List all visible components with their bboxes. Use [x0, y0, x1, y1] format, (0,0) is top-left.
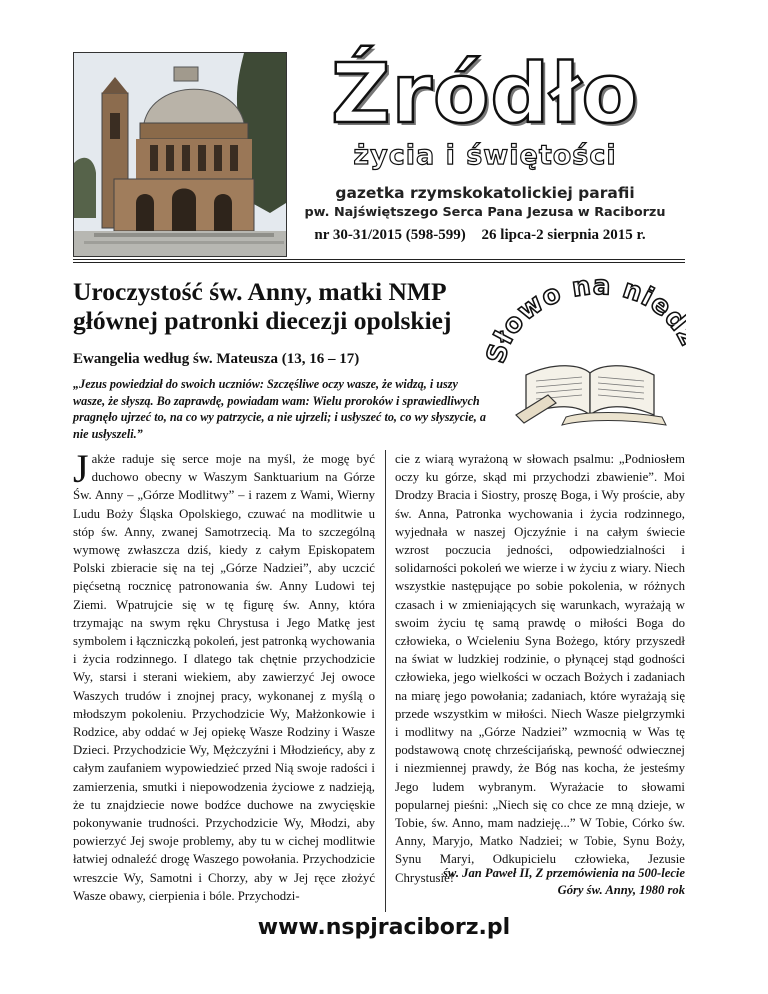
- gazette-label: gazetka rzymskokatolickiej parafii: [335, 184, 635, 202]
- masthead-title: Źródło: [331, 47, 639, 142]
- headline-line-2: głównej patronki diecezji opolskiej: [73, 306, 452, 335]
- drop-cap: J: [73, 446, 89, 491]
- parish-name: pw. Najświętszego Serca Pana Jezusa w Raciborzu: [304, 205, 666, 220]
- parish-website-link[interactable]: www.nspjraciborz.pl: [257, 915, 511, 940]
- headline-line-1: Uroczystość św. Anny, matki NMP: [73, 277, 447, 306]
- header-rule: [73, 259, 685, 260]
- sunday-word-badge: [486, 265, 686, 435]
- source-line-2: Góry św. Anny, 1980 rok: [557, 883, 685, 897]
- gospel-reference: Ewangelia według św. Mateusza (13, 16 – 17): [73, 351, 360, 367]
- body-text-left: akże raduje się serce moje na myśl, że mogę być duchowo obecny w Waszym Sanktuarium na Górze Św. Anny – „Górze Modlitwy” – i razem z Wami, Wierny Ludu Boży Śląska Opolskiego, czuwać na modlitwie u stóp św. Anny, zwanej Samotrzecią. Ma to szczególną wymowę zwłaszcza dziś, kiedy z całym Episkopatem Polski zbieracie się na tej „Górze Nadziei”, aby uczcić pięćsetną rocznicę patronowania św. Anny Ludowi tej Ziemi. Wpatrujcie się w tę figurę św. Anny, która trzymając na swym ręku Chrystusa i Jego Matkę jest symbolem i łączniczką pokoleń, jest patronką wychowania i życia rodzinnego. I dlatego tak chętnie przychodzicie Wy, starsi i sterani wiekiem, aby zawierzyć Jej owoce Waszych trudów i znojnej pracy, wykonanej z myślą o młodszym pokoleniu. Przychodzicie Wy, Małżonkowie i Rodzice, aby oddać w Jej opiekę Wasze Rodziny i Wasze Dzieci. Przychodzicie Wy, Mężczyźni i Młodzieńcy, aby z całym zaufaniem wypowiedzieć przed Nią swoje radości i zamierzenia, smutki i niepowodzenia życiowe z nadzieją, że tu znajdziecie nowe bodźce duchowe na zwycięskie pokonywanie trudności. Przychodzicie Wy, Młodzi, aby powierzyć Jej swoje problemy, aby tu w cichej modlitwie łatwiej odnaleźć drogę Waszego powołania. Przychodzicie wreszcie Wy, Samotni i Chorzy, aby w Jej ręce złożyć Wasze obawy, cierpienia i bóle. Przychodzi-: [73, 452, 375, 903]
- body-column-left: [73, 446, 375, 905]
- church-photo: [73, 52, 287, 257]
- gospel-quote: „Jezus powiedział do swoich uczniów: Szczęśliwe oczy wasze, że widzą, i uszy wasze, że słyszą. Bo zaprawdę, powiadam wam: Wielu proroków i sprawiedliwych pragnęło ujrzeć to, na co wy patrzycie, a nie ujrzeli; i usłyszeć to, co wy słyszycie, a nie usłyszeli.”: [73, 377, 486, 441]
- source-line-1: św. Jan Paweł II, Z przemówienia na 500-lecie: [443, 866, 685, 880]
- header-rule-thin: [73, 262, 685, 263]
- badge-text: łowo na nie: [488, 270, 678, 350]
- quote-source: [395, 865, 685, 899]
- svg-text:Słowo na niedzielę: [486, 265, 686, 367]
- issue-number: nr 30-31/2015 (598-599): [314, 227, 466, 243]
- open-book-icon: [516, 366, 666, 425]
- body-column-right: [395, 450, 685, 887]
- masthead-subtitle: życia i świętości: [353, 140, 617, 171]
- issue-date: 26 lipca-2 sierpnia 2015 r.: [481, 227, 646, 243]
- issue-line: [290, 227, 670, 244]
- article-headline: [73, 277, 493, 335]
- column-divider: [385, 450, 386, 912]
- body-text-right: cie z wiarą wyrażoną w słowach psalmu: „Podniosłem oczy ku górze, skąd mi przychodzi zbawienie”. Moi Drodzy Bracia i Siostry, proszę Boga, i Wy proście, aby św. Anna, Patronka wychowania i życia rodzinnego, wyjednała w naszej Ojczyźnie i na całym świecie wzrost poczucia jedności, odpowiedzialności i solidarności pokoleń we wierze i w życiu z wiary. Niech wszystkie następujące po sobie pokolenia, w różnych czasach i w zmieniających się warunkach, wyrażają w swoim życiu tę samą prawdę o miłości Boga do człowieka, o Wcieleniu Syna Bożego, który przyszedł na świat w ludzkiej rodzinie, o płynącej stąd godności człowieka, jego wielkości w oczach Bożych i zadaniach na miarę jego powołania; zadaniach, które wyrażają się przede wszystkim w miłości. Niech Wasze pielgrzymki i modlitwy na „Górze Nadziei” wzmocnią w Was tę podstawową cnotę chrześcijańską, pewność odwiecznej i niezmiennej prawdy, że Bóg nas kocha, że jesteśmy Jego ludem wybranym. Wyrażacie to słowami popularnej pieśni: „Niech się co chce ze mną dzieje, w Tobie, św. Anno, mam nadzieję...” W Tobie, Córko św. Anny, Maryjo, Matko Nadziei; w Tobie, Synu Boży, Synu Maryi, Odkupicielu człowieka, Jezusie Chrystusie!: [395, 452, 685, 885]
